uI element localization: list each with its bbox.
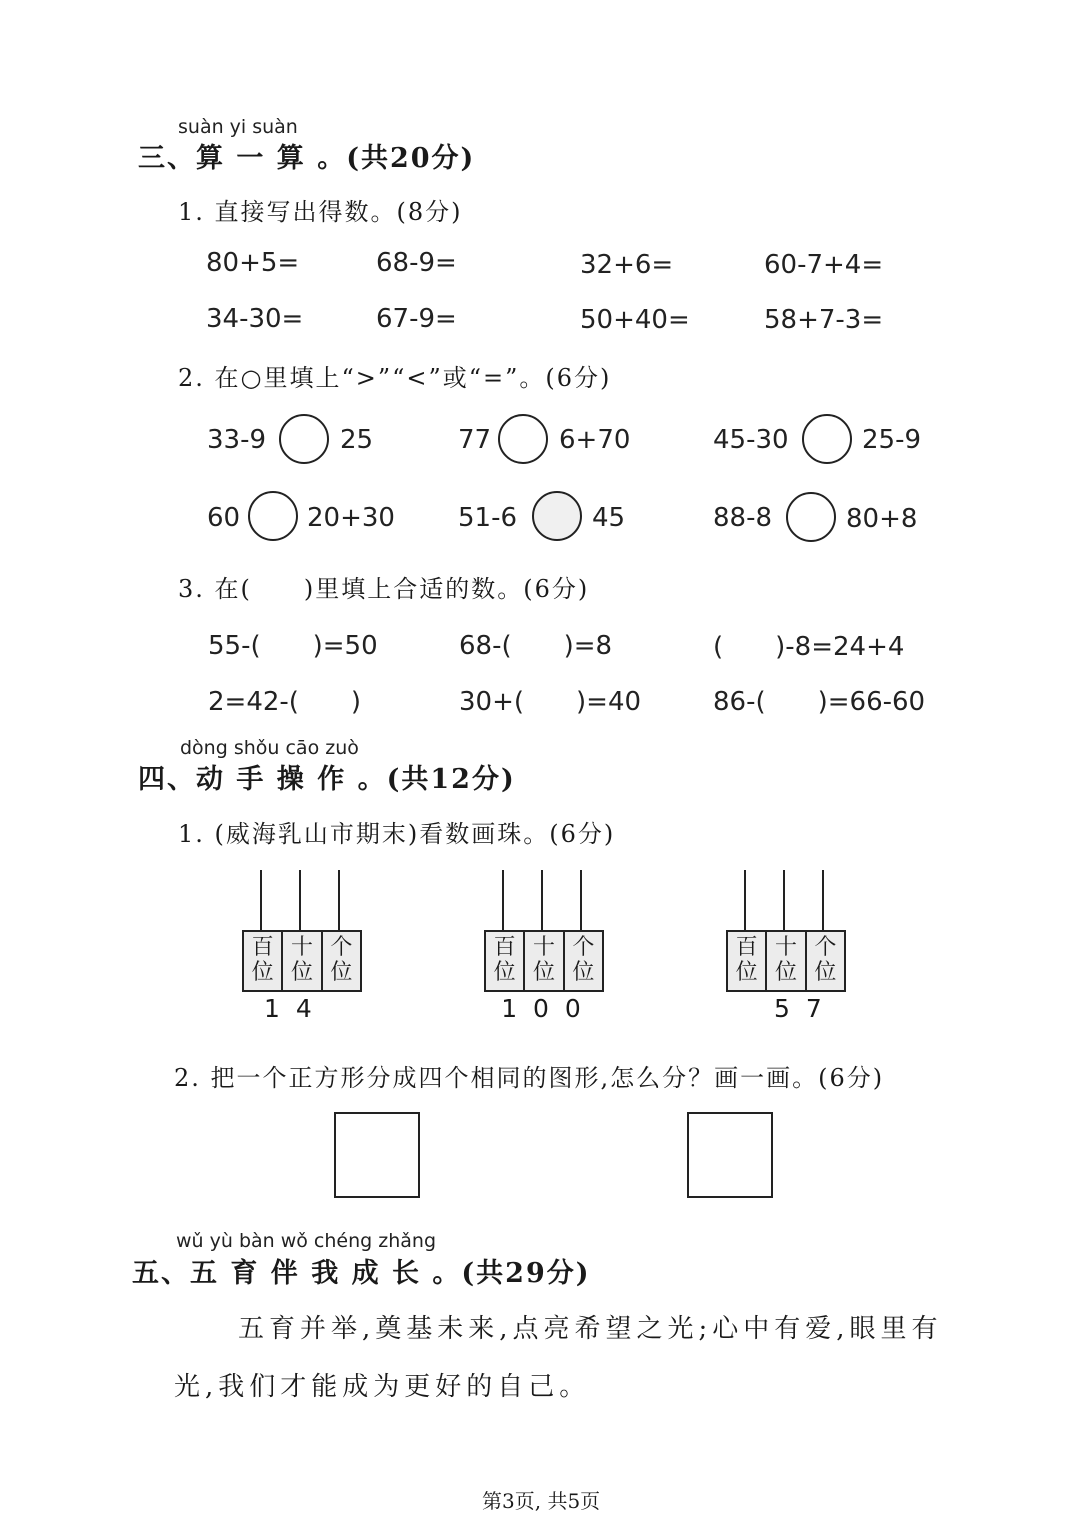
compare-circle[interactable]	[498, 414, 548, 464]
place-ones	[565, 932, 602, 990]
section5-paragraph-line1: 五育并举,奠基未来,点亮希望之光;心中有爱,眼里有	[238, 1314, 943, 1344]
compare-left: 51-6	[458, 503, 518, 533]
place-tens	[525, 932, 564, 990]
place-label: 个	[330, 935, 353, 960]
place-hundreds	[244, 932, 283, 990]
place-label: 个	[814, 935, 837, 960]
compare-left: 33-9	[207, 425, 267, 455]
place-ones	[807, 932, 844, 990]
place-ones	[323, 932, 360, 990]
compare-right: 80+8	[846, 504, 918, 534]
place-label: 百	[493, 935, 516, 960]
place-hundreds	[486, 932, 525, 990]
abacus	[484, 870, 602, 1023]
compare-left: 60	[207, 503, 241, 533]
drawing-square[interactable]	[687, 1112, 773, 1198]
place-label: 百	[735, 935, 758, 960]
drawing-square[interactable]	[334, 1112, 420, 1198]
s3-q2-title: 2. 在○里填上“>”“<”或“=”。(6分)	[178, 364, 612, 392]
compare-circle[interactable]	[279, 414, 329, 464]
fill-blank-expr: 55-( )=50	[208, 631, 378, 661]
fill-blank-expr: 68-( )=8	[459, 631, 613, 661]
place-tens	[283, 932, 322, 990]
place-label: 位	[330, 960, 353, 985]
page-number: 第3页, 共5页	[482, 1489, 601, 1513]
fill-blank-expr: 86-( )=66-60	[713, 687, 926, 717]
place-label: 位	[493, 960, 516, 985]
s3-q1-expr: 68-9=	[376, 248, 457, 278]
s3-q1-expr: 34-30=	[206, 304, 304, 334]
s3-q1-title: 1. 直接写出得数。(8分)	[178, 198, 463, 226]
compare-left: 88-8	[713, 503, 773, 533]
abacus-number: 5 7	[774, 994, 826, 1023]
fill-blank-expr: 2=42-( )	[208, 687, 362, 717]
s3-q1-expr: 80+5=	[206, 248, 300, 278]
compare-right: 25-9	[862, 425, 922, 455]
place-label: 位	[814, 960, 837, 985]
compare-circle[interactable]	[802, 414, 852, 464]
s3-q1-expr: 50+40=	[580, 305, 690, 335]
compare-circle[interactable]	[532, 491, 582, 541]
s4-q2-title: 2. 把一个正方形分成四个相同的图形,怎么分？画一画。(6分)	[174, 1064, 885, 1092]
abacus-number: 1 4	[264, 994, 316, 1023]
compare-right: 6+70	[559, 425, 631, 455]
s4-q1-title: 1. (威海乳山市期末)看数画珠。(6分)	[178, 820, 616, 848]
section3-pinyin: suàn yi suàn	[178, 116, 298, 138]
compare-right: 20+30	[307, 503, 395, 533]
abacus-number: 1 0 0	[501, 994, 585, 1023]
s3-q1-expr: 32+6=	[580, 250, 674, 280]
place-label: 十	[774, 935, 797, 960]
compare-circle[interactable]	[786, 492, 836, 542]
fill-blank-expr: ( )-8=24+4	[713, 632, 905, 662]
abacus	[726, 870, 844, 1023]
place-label: 个	[572, 935, 595, 960]
s3-q1-expr: 67-9=	[376, 304, 457, 334]
s3-q1-expr: 58+7-3=	[764, 305, 884, 335]
s3-q3-title: 3. 在( )里填上合适的数。(6分)	[178, 575, 590, 603]
place-label: 百	[251, 935, 274, 960]
section3-title: 三、算 一 算 。(共20分)	[138, 143, 476, 174]
s3-q1-expr: 60-7+4=	[764, 250, 884, 280]
section5-title: 五、五 育 伴 我 成 长 。(共29分)	[132, 1258, 591, 1289]
place-label: 位	[735, 960, 758, 985]
compare-left: 45-30	[713, 425, 789, 455]
place-label: 位	[572, 960, 595, 985]
place-hundreds	[728, 932, 767, 990]
compare-right: 25	[340, 425, 374, 455]
place-tens	[767, 932, 806, 990]
compare-circle[interactable]	[248, 491, 298, 541]
place-label: 十	[290, 935, 313, 960]
section5-pinyin: wǔ yù bàn wǒ chéng zhǎng	[176, 1230, 437, 1252]
section4-pinyin: dòng shǒu cāo zuò	[180, 737, 359, 759]
place-label: 位	[532, 960, 555, 985]
abacus	[242, 870, 360, 1023]
compare-left: 77	[458, 425, 492, 455]
place-label: 位	[774, 960, 797, 985]
fill-blank-expr: 30+( )=40	[459, 687, 642, 717]
place-label: 位	[251, 960, 274, 985]
section5-paragraph-line2: 光,我们才能成为更好的自己。	[174, 1372, 591, 1402]
compare-right: 45	[592, 503, 626, 533]
section4-title: 四、动 手 操 作 。(共12分)	[138, 764, 516, 795]
place-label: 位	[290, 960, 313, 985]
place-label: 十	[532, 935, 555, 960]
